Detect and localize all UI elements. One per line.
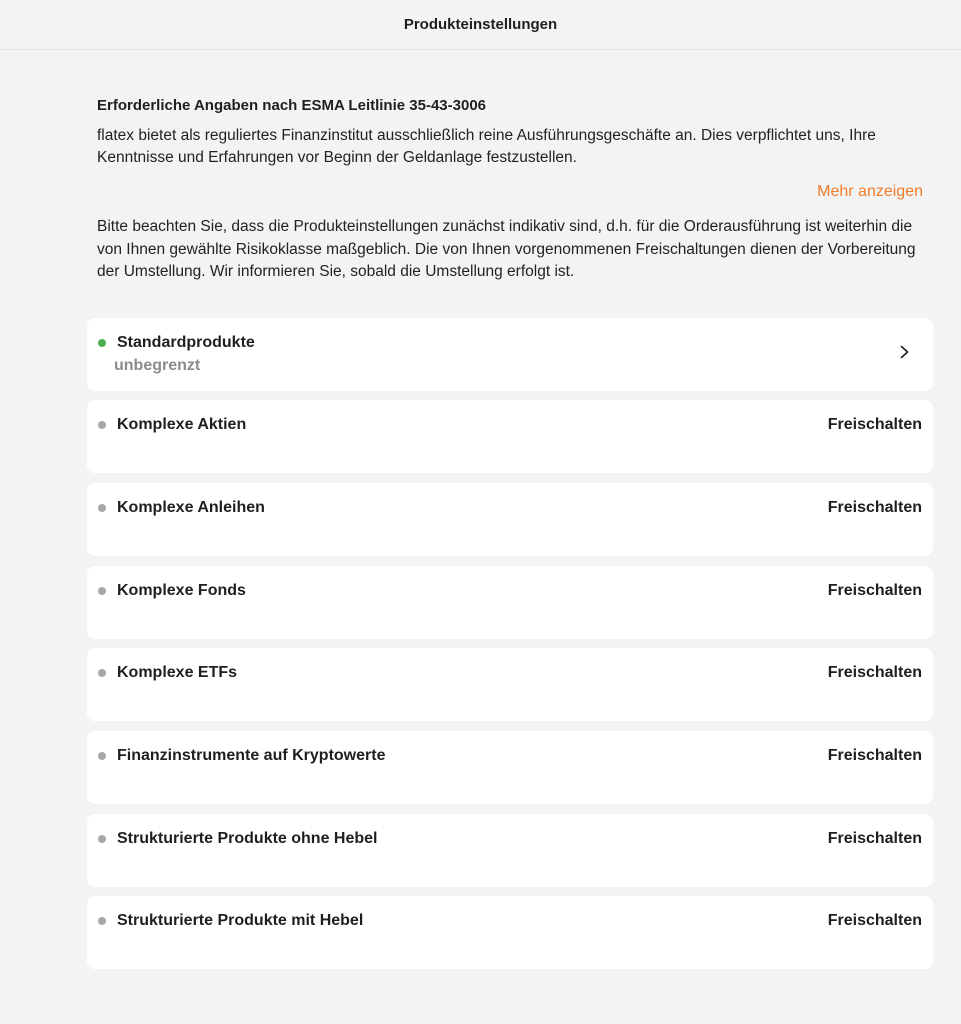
- product-name: Strukturierte Produkte mit Hebel: [117, 912, 364, 930]
- product-name: Finanzinstrumente auf Kryptowerte: [117, 746, 386, 764]
- product-card-komplexe-fonds[interactable]: [87, 566, 933, 639]
- product-card-komplexe-anleihen[interactable]: [87, 483, 933, 556]
- chevron-right-icon[interactable]: [900, 345, 909, 359]
- more-row: [87, 183, 933, 201]
- product-card-kryptowerte[interactable]: [87, 731, 933, 804]
- page-title: Produkteinstellungen: [403, 16, 558, 33]
- status-dot-inactive: [98, 752, 106, 760]
- product-card-komplexe-etfs[interactable]: [87, 648, 933, 721]
- main-content: [87, 95, 933, 979]
- unlock-button[interactable]: Freischalten: [827, 829, 922, 847]
- product-card-strukturierte-ohne-hebel[interactable]: [87, 814, 933, 887]
- product-name: Komplexe Aktien: [117, 416, 247, 434]
- unlock-button[interactable]: Freischalten: [827, 746, 922, 764]
- product-list: [87, 318, 933, 970]
- product-name: Komplexe Anleihen: [117, 498, 265, 516]
- unlock-button[interactable]: Freischalten: [827, 581, 922, 599]
- page-header: [0, 0, 961, 50]
- product-name: Komplexe Fonds: [117, 581, 246, 599]
- unlock-button[interactable]: Freischalten: [827, 912, 922, 930]
- status-dot-active: [98, 339, 106, 347]
- status-dot-inactive: [98, 669, 106, 677]
- notice-text: Bitte beachten Sie, dass die Produkteinstellungen zunächst indikativ sind, d.h. für die Orderausführung ist weiterhin die von Ihnen gewählte Risikoklasse maßgeblich. Die von Ihnen vorgenommenen Freischaltungen dienen der Vorbereitung der Umstellung. Wir informieren Sie, sobald die Umstellung erfolgt ist.: [97, 218, 916, 280]
- product-name: Standardprodukte: [117, 333, 255, 351]
- product-card-strukturierte-mit-hebel[interactable]: [87, 896, 933, 969]
- show-more-link[interactable]: Mehr anzeigen: [817, 183, 923, 200]
- status-dot-inactive: [98, 917, 106, 925]
- unlock-button[interactable]: Freischalten: [827, 416, 922, 434]
- product-name: Komplexe ETFs: [117, 664, 238, 682]
- status-dot-inactive: [98, 835, 106, 843]
- status-dot-inactive: [98, 421, 106, 429]
- status-dot-inactive: [98, 587, 106, 595]
- unlock-button[interactable]: Freischalten: [827, 498, 922, 516]
- product-card-standardprodukte[interactable]: [87, 318, 933, 391]
- intro-text: flatex bietet als reguliertes Finanzinstitut ausschließlich reine Ausführungsgeschäfte an. Dies verpflichtet uns, Ihre Kenntnisse und Erfahrungen vor Beginn der Geldanlage festzustellen.: [97, 127, 876, 166]
- product-card-komplexe-aktien[interactable]: [87, 400, 933, 473]
- intro-heading: Erforderliche Angaben nach ESMA Leitlinie 35-43-3006: [97, 97, 487, 114]
- product-subtitle: unbegrenzt: [114, 356, 201, 374]
- status-dot-inactive: [98, 504, 106, 512]
- unlock-button[interactable]: Freischalten: [827, 664, 922, 682]
- product-name: Strukturierte Produkte ohne Hebel: [117, 829, 378, 847]
